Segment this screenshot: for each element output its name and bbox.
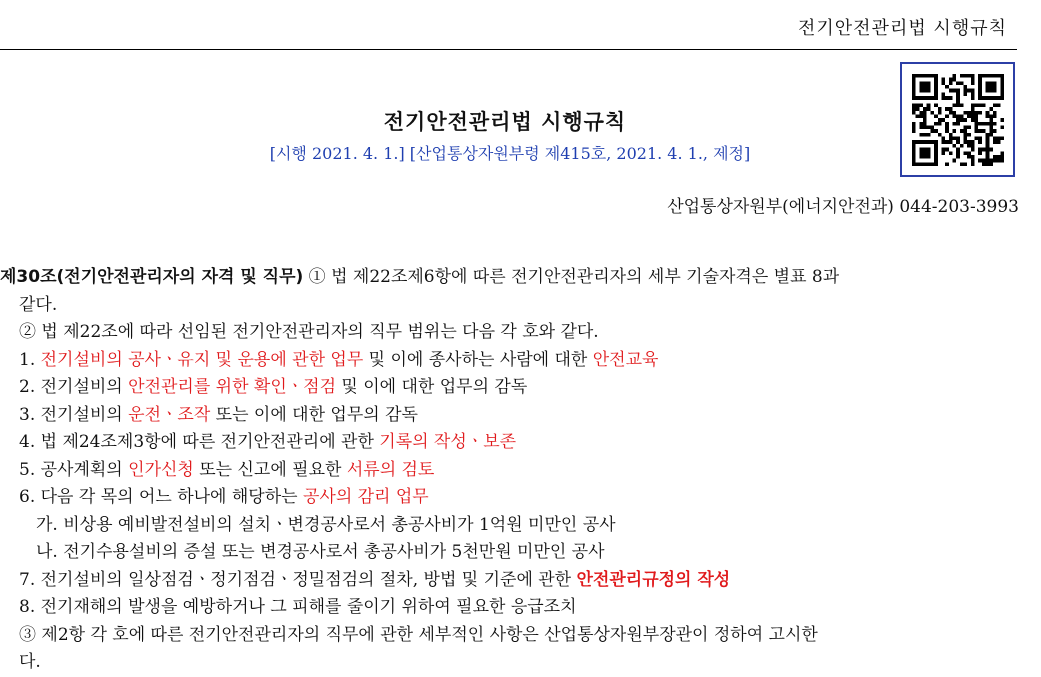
list-item-3 [0, 402, 1022, 430]
article-paragraph-1 [0, 264, 1022, 292]
paragraph-3-continued: 다. [19, 652, 41, 672]
list-subitem-ga: 가. 비상용 예비발전설비의 설치ㆍ변경공사로서 총공사비가 1억원 미만인 공사 [36, 514, 616, 535]
item-1-prefix: 1. [19, 349, 41, 370]
item-4-prefix: 4. 법 제24조제3항에 따른 전기안전관리에 관한 [19, 432, 380, 452]
document-enforcement-meta: [시행 2021. 4. 1.] [산업통상자원부령 제415호, 2021. 4. 1., 제정] [269, 144, 751, 163]
item-6-prefix: 6. 다음 각 목의 어느 하나에 해당하는 [19, 487, 303, 507]
list-subitem-na: 나. 전기수용설비의 증설 또는 변경공사로서 총공사비가 5천만원 미만인 공사 [36, 542, 605, 562]
article-paragraph-2: ② 법 제22조에 따라 선임된 전기안전관리자의 직무 범위는 다음 각 호와 같다. [19, 322, 599, 342]
header-divider [0, 49, 1017, 50]
list-item-2 [0, 374, 1022, 402]
item-1-middle: 및 이에 종사하는 사람에 대한 [363, 349, 593, 370]
document-title: 전기안전관리법 시행규칙 [383, 110, 627, 134]
item-2-suffix: 및 이에 대한 업무의 감독 [336, 377, 528, 397]
list-item-1 [0, 347, 1022, 375]
item-3-highlight: 운전ㆍ조작 [128, 404, 211, 425]
item-7-highlight: 안전관리규정의 작성 [576, 569, 731, 590]
paragraph-1-continued: 같다. [19, 294, 58, 315]
ministry-contact: 산업통상자원부(에너지안전과) 044-203-3993 [667, 197, 1019, 217]
list-item-5 [0, 457, 1022, 485]
article-body [0, 264, 1022, 677]
item-3-suffix: 또는 이에 대한 업무의 감독 [210, 404, 418, 425]
list-item-7 [0, 567, 1022, 595]
item-1-highlight-1: 전기설비의 공사ㆍ유지 및 운용에 관한 업무 [40, 349, 364, 370]
item-1-highlight-2: 안전교육 [592, 349, 659, 370]
item-5-middle: 또는 신고에 필요한 [193, 459, 347, 480]
list-item-6 [0, 484, 1022, 512]
item-3-prefix: 3. 전기설비의 [19, 404, 129, 425]
item-5-prefix: 5. 공사계획의 [19, 459, 129, 480]
paragraph-1-text: ① 법 제22조제6항에 따른 전기안전관리자의 세부 기술자격은 별표 8과 [303, 267, 840, 287]
list-item-4 [0, 429, 1022, 457]
item-4-highlight: 기록의 작성ㆍ보존 [379, 432, 517, 452]
article-paragraph-3: ③ 제2항 각 호에 따른 전기안전관리자의 직무에 관한 세부적인 사항은 산업통상자원부장관이 정하여 고시한 [19, 624, 818, 645]
running-header-title: 전기안전관리법 시행규칙 [798, 18, 1007, 39]
item-5-highlight-1: 인가신청 [128, 459, 194, 480]
item-2-highlight: 안전관리를 위한 확인ㆍ점검 [128, 377, 337, 397]
item-6-highlight: 공사의 감리 업무 [302, 487, 429, 507]
item-7-prefix: 7. 전기설비의 일상점검ㆍ정기점검ㆍ정밀점검의 절차, 방법 및 기준에 관한 [19, 569, 577, 590]
list-item-8: 8. 전기재해의 발생을 예방하거나 그 피해를 줄이기 위하여 필요한 응급조치 [19, 597, 577, 617]
item-5-highlight-2: 서류의 검토 [346, 459, 435, 480]
article-heading: 제30조(전기안전관리자의 자격 및 직무) [0, 267, 304, 287]
item-2-prefix: 2. 전기설비의 [19, 377, 129, 397]
